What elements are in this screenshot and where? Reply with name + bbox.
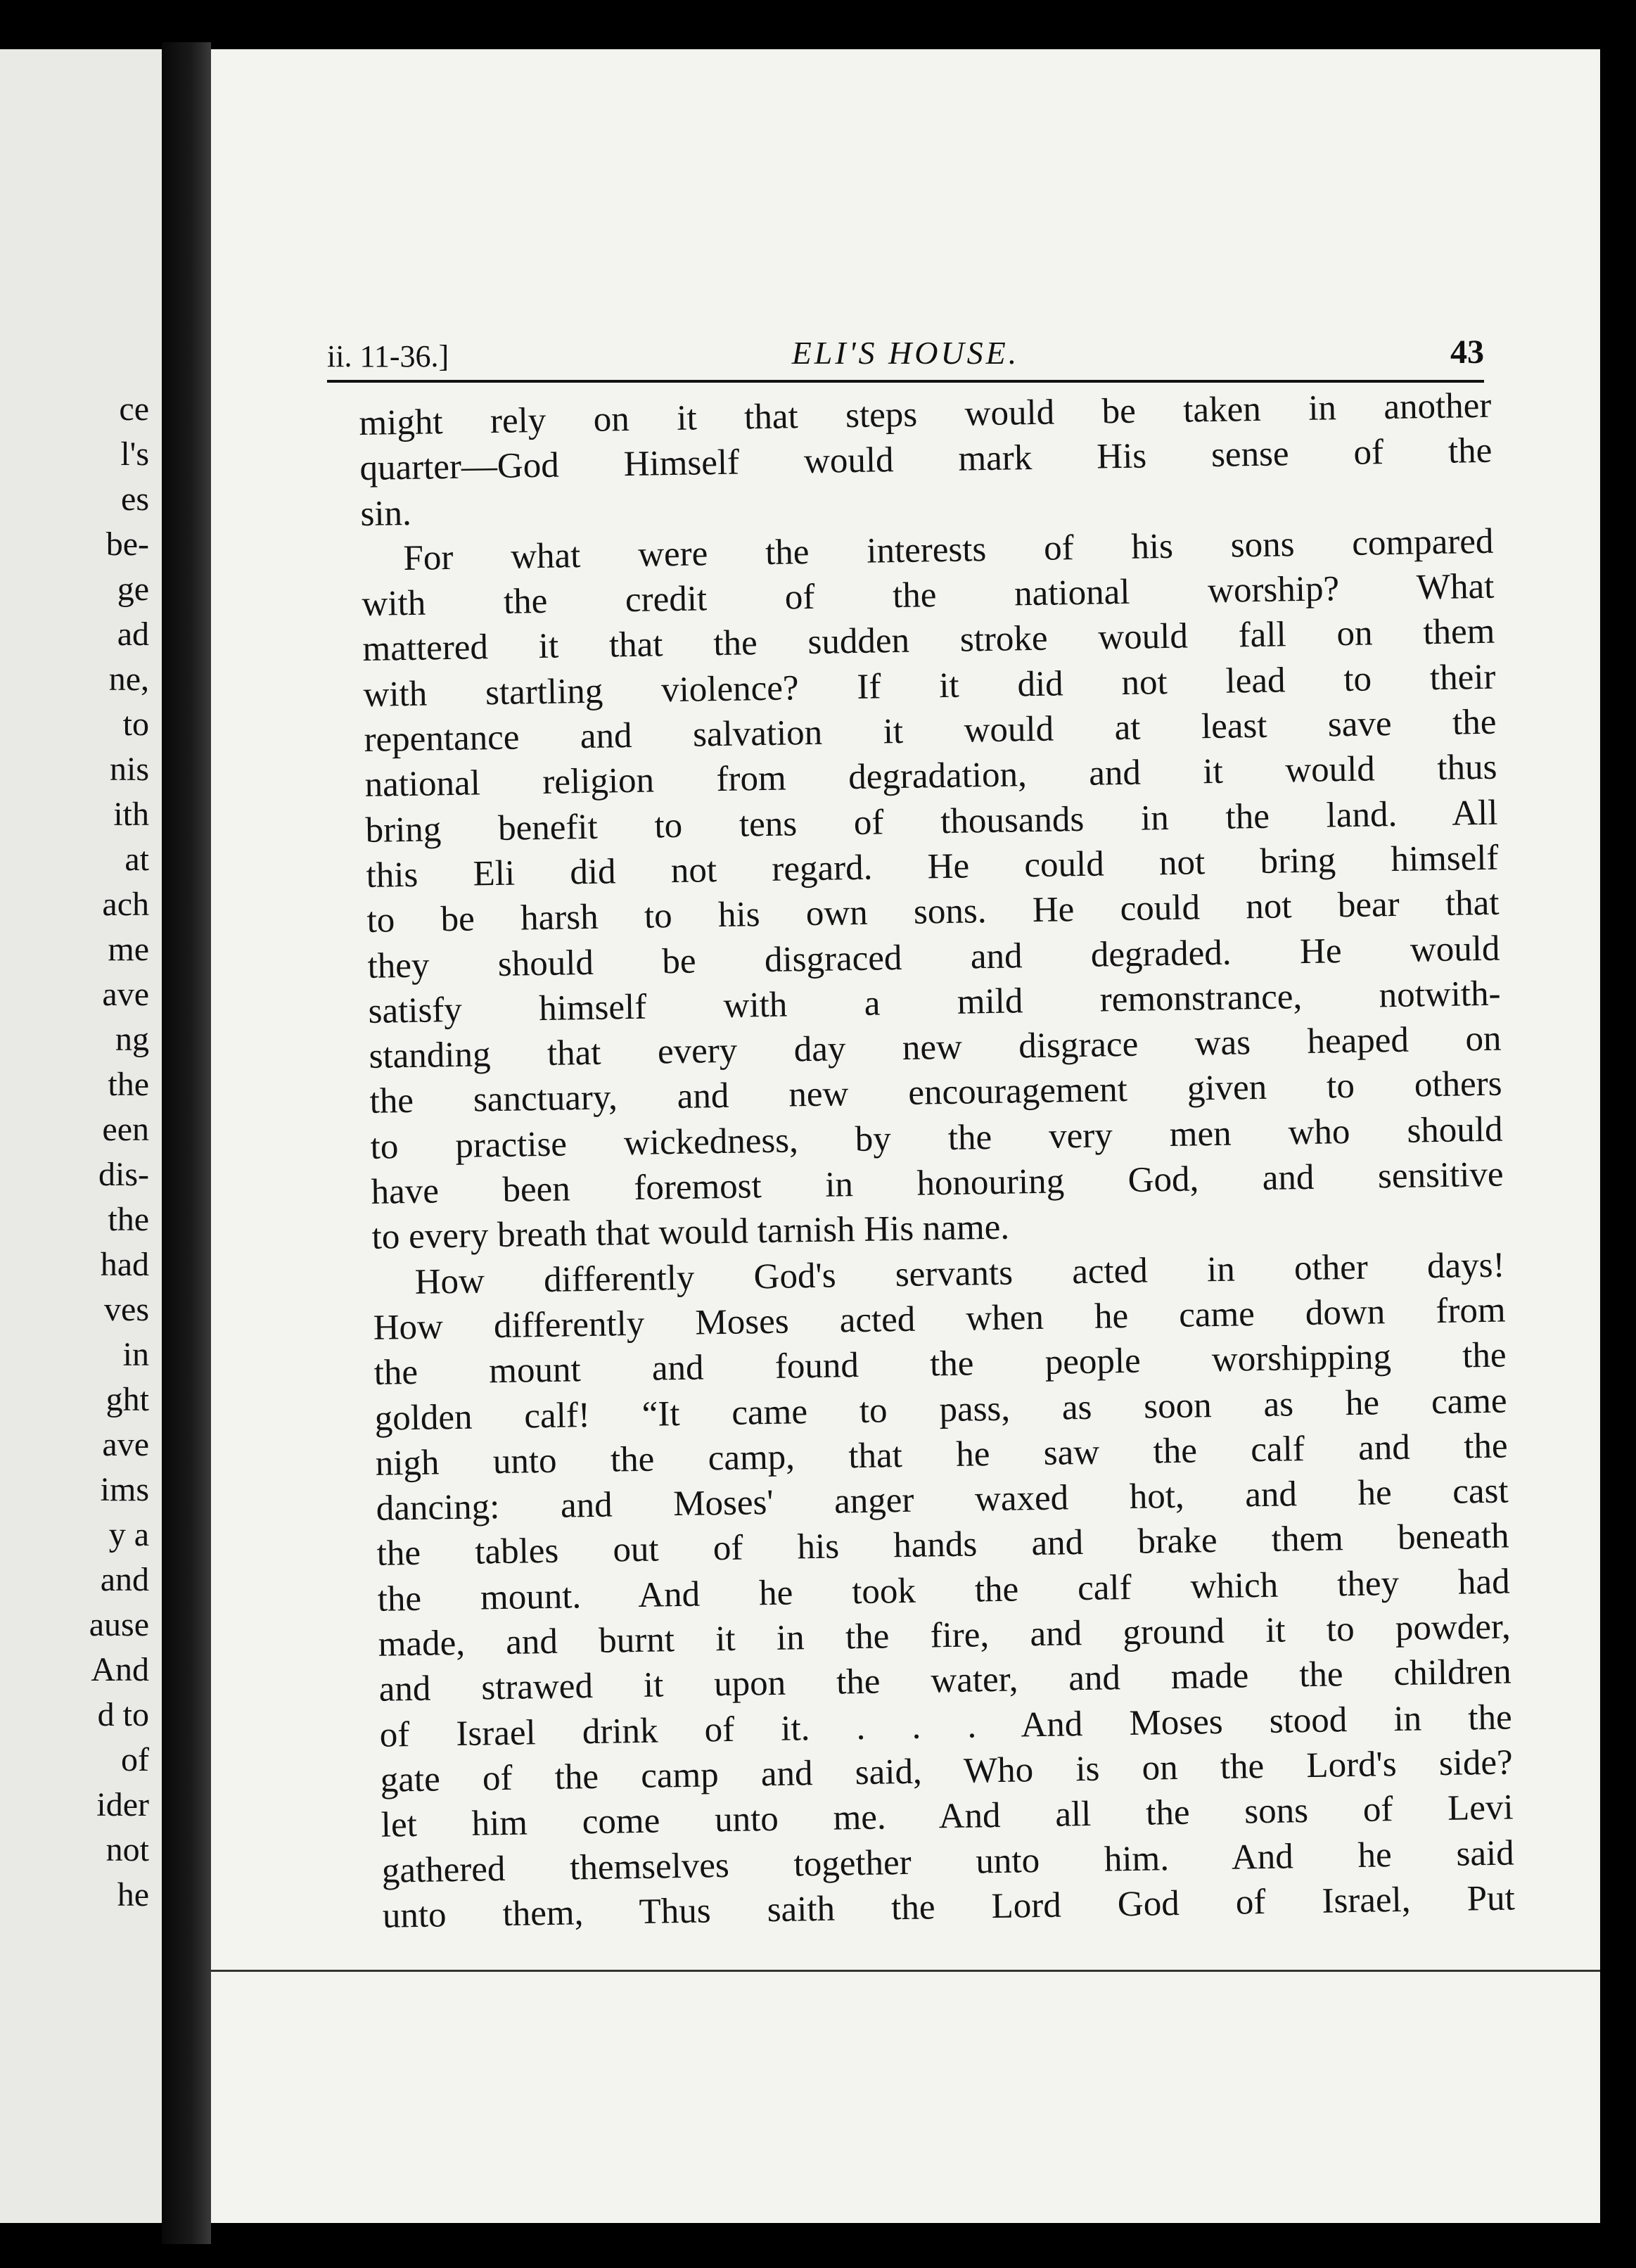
text-line: mattered it that the sudden stroke would fall on them bbox=[362, 612, 1495, 670]
text-line: this Eli did not regard. He could not bring himself bbox=[366, 838, 1499, 896]
text-line: unto them, Thus saith the Lord God of Israel, Put bbox=[382, 1878, 1516, 1936]
facing-page-text bbox=[0, 387, 162, 1918]
body-text bbox=[359, 383, 1515, 1939]
facing-page-fragment: And bbox=[91, 1651, 149, 1688]
chapter-reference: ii. 11-36.] bbox=[327, 339, 449, 374]
text-line: How differently God's servants acted in other days! bbox=[414, 1245, 1505, 1302]
header-rule bbox=[327, 380, 1484, 383]
text-line: they should be disgraced and degraded. He would bbox=[367, 929, 1500, 986]
facing-page-fragment: ims bbox=[100, 1471, 149, 1508]
facing-page-fragment: d to bbox=[97, 1696, 149, 1733]
facing-page-fragment: ves bbox=[104, 1291, 149, 1328]
facing-page-fragment: ght bbox=[106, 1381, 149, 1418]
text-line: might rely on it that steps would be taken in another bbox=[359, 386, 1492, 443]
facing-page-fragment: not bbox=[106, 1831, 149, 1868]
facing-page-fragment: nis bbox=[109, 751, 149, 788]
book-page bbox=[211, 49, 1600, 2223]
text-line: quarter—God Himself would mark His sense of the bbox=[359, 431, 1493, 489]
book-gutter bbox=[162, 42, 211, 2244]
facing-page-fragment: he bbox=[117, 1876, 149, 1913]
facing-page-fragment: ce bbox=[119, 390, 149, 428]
page-number: 43 bbox=[1450, 333, 1484, 371]
facing-page-fragment: the bbox=[108, 1201, 149, 1238]
text-line: to practise wickedness, by the very men who should bbox=[370, 1109, 1503, 1167]
facing-page-fragment: ave bbox=[102, 1426, 149, 1463]
text-line: to every breath that would tarnish His name. bbox=[371, 1207, 1010, 1258]
page-title: ELI'S HOUSE. bbox=[791, 335, 1020, 371]
facing-page-fragment: in bbox=[122, 1336, 149, 1373]
facing-page bbox=[0, 49, 162, 2223]
text-line: golden calf! “It came to pass, as soon as he came bbox=[374, 1381, 1507, 1439]
facing-page-fragment: the bbox=[108, 1066, 149, 1103]
text-line: with startling violence? If it did not lead to their bbox=[363, 657, 1496, 715]
facing-page-fragment: dis- bbox=[98, 1156, 149, 1193]
text-line: sin. bbox=[360, 493, 412, 534]
text-line: with the credit of the national worship? What bbox=[362, 566, 1495, 625]
text-line: and strawed it upon the water, and made the children bbox=[378, 1652, 1512, 1710]
facing-page-fragment: l's bbox=[120, 435, 149, 473]
text-line: How differently Moses acted when he came down from bbox=[373, 1290, 1506, 1348]
facing-page-fragment: ge bbox=[117, 571, 149, 608]
text-line: made, and burnt it in the fire, and ground it to powder, bbox=[378, 1607, 1512, 1664]
text-line: national religion from degradation, and it would thus bbox=[364, 748, 1497, 805]
text-line: let him come unto me. And all the sons of Levi bbox=[381, 1788, 1514, 1845]
text-line: have been foremost in honouring God, and sensitive bbox=[371, 1154, 1504, 1212]
facing-page-fragment: ne, bbox=[108, 661, 149, 698]
facing-page-fragment: ave bbox=[102, 976, 149, 1013]
text-line: For what were the interests of his sons compared bbox=[403, 521, 1494, 578]
facing-page-fragment: ad bbox=[117, 616, 149, 653]
facing-page-fragment: and bbox=[100, 1561, 149, 1598]
text-line: nigh unto the camp, that he saw the calf and the bbox=[375, 1426, 1508, 1484]
text-line: the mount. And he took the calf which they had bbox=[377, 1562, 1511, 1619]
text-line: satisfy himself with a mild remonstrance, notwith- bbox=[368, 974, 1501, 1031]
text-line: of Israel drink of it. . . . And Moses stood in the bbox=[379, 1697, 1513, 1755]
running-head bbox=[327, 310, 1484, 387]
facing-page-fragment: ause bbox=[89, 1606, 149, 1643]
facing-page-fragment: at bbox=[124, 841, 149, 878]
page-bottom-edge bbox=[211, 1970, 1600, 1972]
facing-page-fragment: ider bbox=[96, 1786, 149, 1823]
facing-page-fragment: of bbox=[121, 1741, 149, 1778]
facing-page-fragment: een bbox=[102, 1111, 149, 1148]
facing-page-fragment: es bbox=[121, 480, 149, 518]
text-line: repentance and salvation it would at least save the bbox=[364, 702, 1497, 760]
text-line: to be harsh to his own sons. He could not bear that bbox=[366, 883, 1500, 941]
facing-page-fragment: ach bbox=[102, 886, 149, 923]
text-line: dancing: and Moses' anger waxed hot, and he cast bbox=[376, 1471, 1509, 1529]
facing-page-fragment: had bbox=[100, 1246, 149, 1283]
text-line: the sanctuary, and new encouragement given to others bbox=[369, 1064, 1502, 1122]
text-line: standing that every day new disgrace was heaped on bbox=[369, 1019, 1502, 1077]
text-line: gate of the camp and said, Who is on the Lord's side? bbox=[380, 1743, 1514, 1800]
text-line: the mount and found the people worshipping the bbox=[373, 1335, 1507, 1394]
text-line: the tables out of his hands and brake them beneath bbox=[376, 1516, 1509, 1574]
text-line: bring benefit to tens of thousands in the land. All bbox=[365, 793, 1498, 850]
facing-page-fragment: ng bbox=[115, 1021, 149, 1058]
facing-page-fragment: be- bbox=[106, 525, 149, 563]
facing-page-fragment: me bbox=[108, 931, 149, 968]
facing-page-fragment: to bbox=[122, 706, 149, 743]
text-line: gathered themselves together unto him. And he said bbox=[381, 1833, 1515, 1891]
facing-page-fragment: y a bbox=[108, 1516, 149, 1553]
facing-page-fragment: ith bbox=[113, 796, 149, 833]
